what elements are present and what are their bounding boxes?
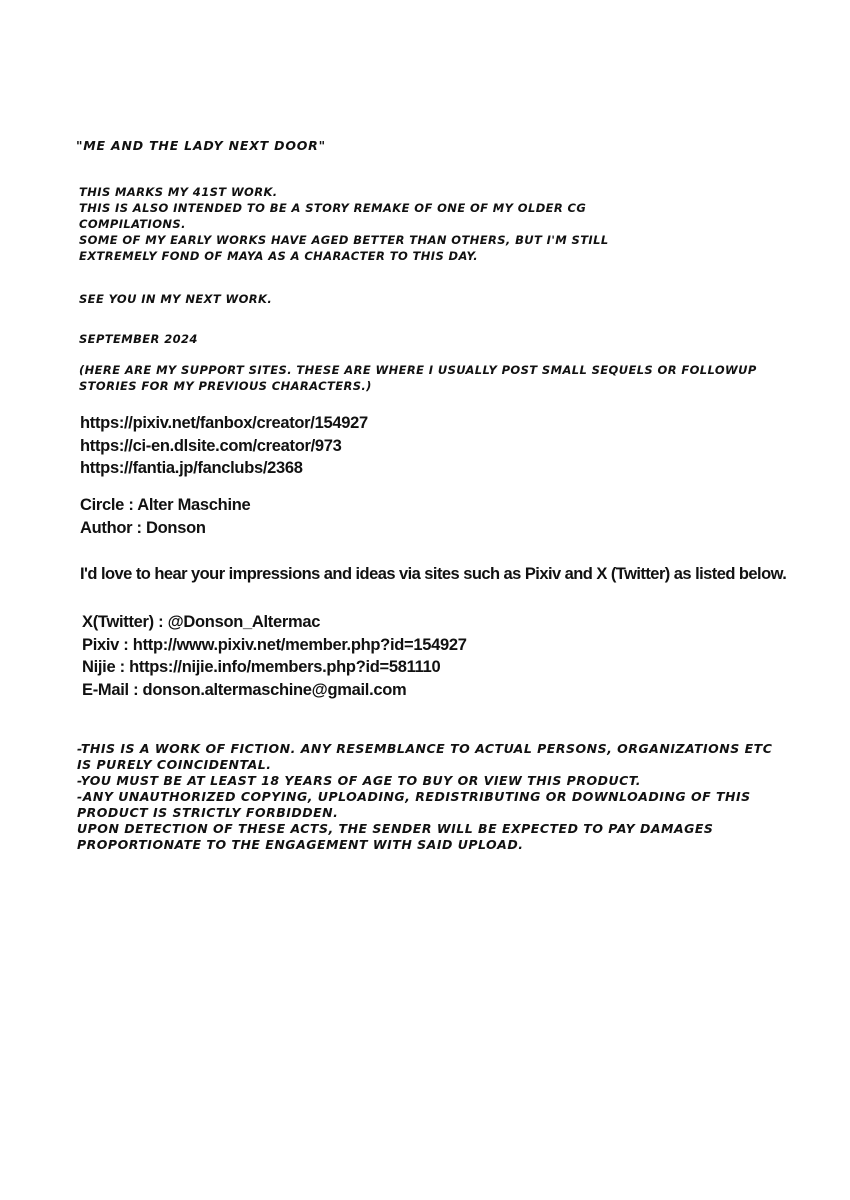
notice-line: UPON DETECTION OF THESE ACTS, THE SENDER WILL BE EXPECTED TO PAY DAMAGES bbox=[77, 821, 714, 836]
notice-line: -YOU MUST BE AT LEAST 18 YEARS OF AGE TO BUY OR VIEW THIS PRODUCT. bbox=[77, 773, 641, 788]
twitter-contact[interactable]: X(Twitter) : @Donson_Altermac bbox=[82, 613, 321, 631]
legal-notice bbox=[77, 741, 772, 853]
notice-line: PRODUCT IS STRICTLY FORBIDDEN. bbox=[77, 805, 339, 820]
intro-line: SOME OF MY EARLY WORKS HAVE AGED BETTER THAN OTHERS, BUT I'M STILL bbox=[79, 233, 609, 247]
credits bbox=[80, 494, 250, 539]
notice-line: -ANY UNAUTHORIZED COPYING, UPLOADING, REDISTRIBUTING OR DOWNLOADING OF THIS bbox=[77, 789, 751, 804]
nijie-contact[interactable]: Nijie : https://nijie.info/members.php?id=581110 bbox=[82, 658, 441, 676]
support-note-line: STORIES FOR MY PREVIOUS CHARACTERS.) bbox=[79, 379, 372, 393]
intro-line: COMPILATIONS. bbox=[79, 217, 186, 231]
support-note bbox=[79, 362, 757, 394]
date-text: SEPTEMBER 2024 bbox=[79, 332, 198, 346]
notice-line: IS PURELY COINCIDENTAL. bbox=[77, 757, 272, 772]
author-credit: Author : Donson bbox=[80, 518, 206, 537]
contact-list bbox=[82, 611, 467, 701]
support-note-line: (HERE ARE MY SUPPORT SITES. THESE ARE WHERE I USUALLY POST SMALL SEQUELS OR FOLLOWUP bbox=[79, 363, 757, 377]
pixiv-contact[interactable]: Pixiv : http://www.pixiv.net/member.php?id=154927 bbox=[82, 635, 467, 654]
support-links bbox=[80, 412, 368, 480]
impressions-text: I'd love to hear your impressions and ideas via sites such as Pixiv and X (Twitter) as listed below. bbox=[80, 565, 787, 583]
fantia-link[interactable]: https://fantia.jp/fanclubs/2368 bbox=[80, 459, 303, 477]
notice-line: PROPORTIONATE TO THE ENGAGEMENT WITH SAID UPLOAD. bbox=[77, 837, 524, 852]
see-you-text: SEE YOU IN MY NEXT WORK. bbox=[79, 292, 273, 306]
notice-line: -THIS IS A WORK OF FICTION. ANY RESEMBLANCE TO ACTUAL PERSONS, ORGANIZATIONS ETC bbox=[77, 741, 773, 756]
intro-line: EXTREMELY FOND OF MAYA AS A CHARACTER TO THIS DAY. bbox=[79, 249, 479, 263]
fanbox-link[interactable]: https://pixiv.net/fanbox/creator/154927 bbox=[80, 414, 368, 432]
ci-en-link[interactable]: https://ci-en.dlsite.com/creator/973 bbox=[80, 436, 342, 455]
intro-line: THIS IS ALSO INTENDED TO BE A STORY REMAKE OF ONE OF MY OLDER CG bbox=[79, 201, 587, 215]
intro-paragraph bbox=[79, 184, 609, 264]
page-title: "ME AND THE LADY NEXT DOOR" bbox=[76, 138, 326, 153]
circle-credit: Circle : Alter Maschine bbox=[80, 496, 251, 514]
intro-line: THIS MARKS MY 41ST WORK. bbox=[79, 185, 278, 199]
email-contact[interactable]: E-Mail : donson.altermaschine@gmail.com bbox=[82, 680, 407, 699]
